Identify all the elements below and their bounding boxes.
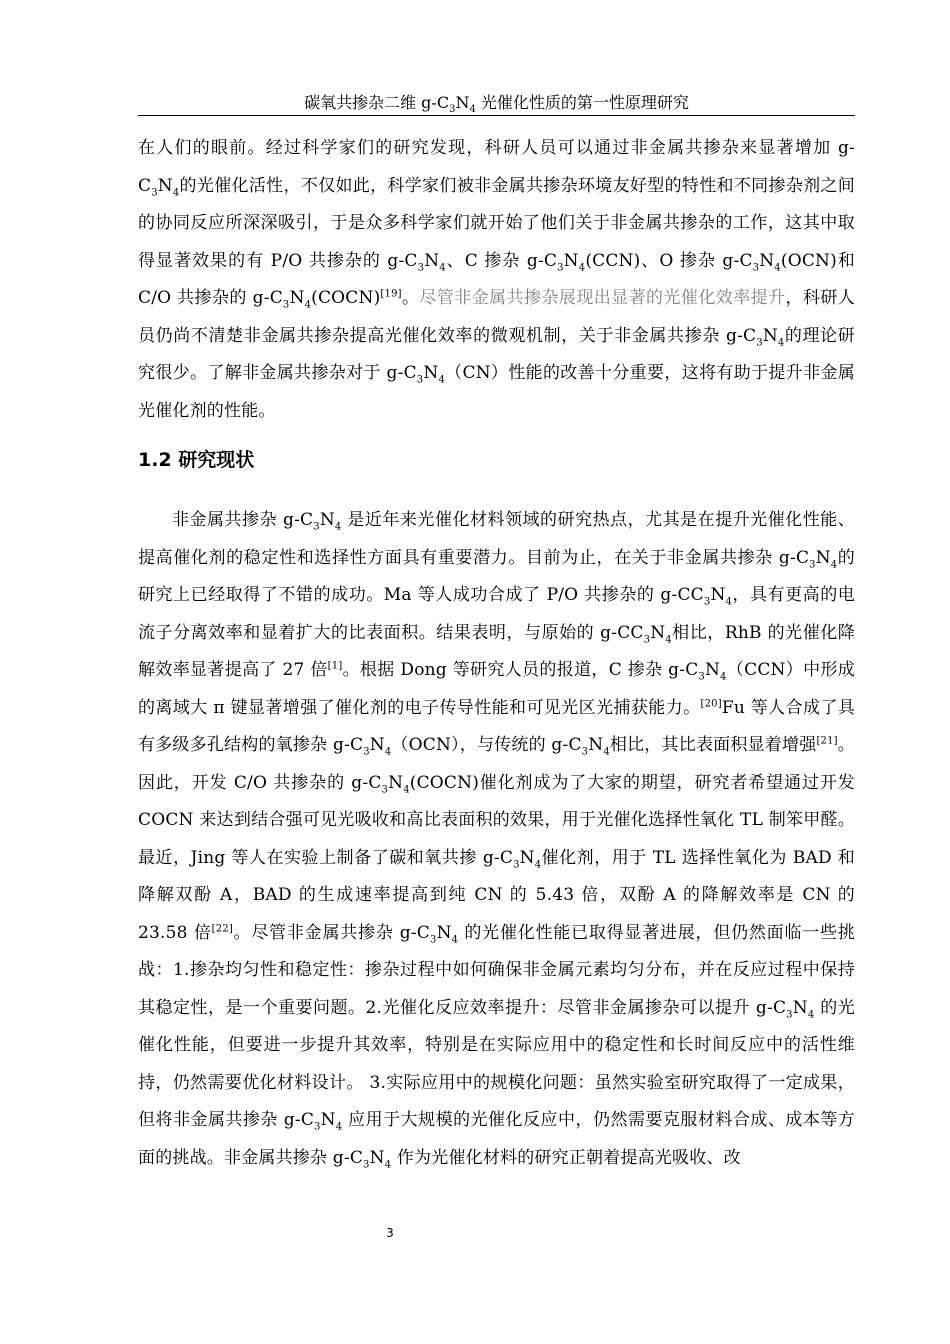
citation: [19] <box>380 288 402 300</box>
section-heading: 1.2 研究现状 <box>138 449 255 471</box>
running-header: 碳氧共掺杂二维 $g-C_3N_4$ 光催化性质的第一性原理研究 <box>138 92 855 116</box>
citation: [22] <box>211 922 233 934</box>
page-number: 3 <box>386 1226 394 1240</box>
citation: [20] <box>700 697 722 709</box>
highlighted-text: 尽管非金属共掺杂展现出显著的光催化效率提升 <box>419 288 786 308</box>
citation: [21] <box>816 735 838 747</box>
intro-paragraph: 在人们的眼前。经过科学家们的研究发现，科研人员可以通过非金属共掺杂来显著增加 $g-C_3N_4$的光催化活性，不仅如此，科学家们被非金属共掺杂环境友好型的特性和不同掺杂剂之间的协同反应所深深吸引，于是众多科学家们就开始了他们关于非金属共掺杂的工作，这其中取得显著效果的有 P/O 共掺杂的 $g-C_3N_4$、C 掺杂 $g-C_3N_4(CCN)$、O 掺杂 $g-C_3N_4(OCN)$和 C/O 共掺杂的 $g-C_3N_4(COCN)[19]$。尽管非金属共掺杂展现出显著的光催化效率提升，科研人员仍尚不清楚非金属共掺杂提高光催化效率的微观机制，关于非金属共掺杂 $g-C_3N_4$的理论研究很少。了解非金属共掺杂对于 $g-C_3N_4(CN)$性能的改善十分重要，这将有助于提升非金属光催化剂的性能。 <box>138 138 856 421</box>
status-paragraph: 非金属共掺杂 $g-C_3N_4$ 是近年来光催化材料领域的研究热点，尤其是在提升光催化性能、提高催化剂的稳定性和选择性方面具有重要潜力。目前为止，在关于非金属共掺杂 $g-C_3N_4$的研究上已经取得了不错的成功。Ma 等人成功合成了 P/O 共掺杂的 $g-CC_3N_4$，具有更高的电流子分离效率和显着扩大的比表面积。结果表明，与原始的 $g-CC_3N_4$相比，RhB 的光催化降解效率显著提高了 27 倍[1]。根据 Dong 等研究人员的报道，C 掺杂 $g-C_3N_4(CCN)$中形成的离域大 π 键显著增强了催化剂的电子传导性能和可见光区光捕获能力。[20]Fu 等人合成了具有多级多孔结构的氧掺杂 $g-C_3N_4(OCN)$，与传统的 $g-C_3N_4$相比，其比表面积显着增强[21]。因此，开发 C/O 共掺杂的 $g-C_3N_4(COCN)$催化剂成为了大家的期望，研究者希望通过开发 COCN 来达到结合强可见光吸收和高比表面积的效果，用于光催化选择性氧化 TL 制笨甲醛。最近，Jing 等人在实验上制备了碳和氧共掺 $g-C_3N_4$催化剂，用于 TL 选择性氧化为 BAD 和降解双酚 A，BAD 的生成速率提高到纯 CN 的 5.43 倍，双酚 A 的降解效率是 CN 的 23.58 倍[22]。尽管非金属共掺杂 $g-C_3N_4$ 的光催化性能已取得显著进展，但仍然面临一些挑战：1.掺杂均匀性和稳定性：掺杂过程中如何确保非金属元素均匀分布，并在反应过程中保持其稳定性，是一个重要问题。2.光催化反应效率提升：尽管非金属掺杂可以提升 $g-C_3N_4$ 的光催化性能，但要进一步提升其效率，特别是在实际应用中的稳定性和长时间反应中的活性维持，仍然需要优化材料设计。 3.实际应用中的规模化问题：虽然实验室研究取得了一定成果，但将非金属共掺杂 $g-C_3N_4$ 应用于大规模的光催化反应中，仍然需要克服材料合成、成本等方面的挑战。非金属共掺杂 $g-C_3N_4$ 作为光催化材料的研究正朝着提高光吸收、改 <box>138 510 856 1170</box>
citation: [1] <box>327 660 343 672</box>
